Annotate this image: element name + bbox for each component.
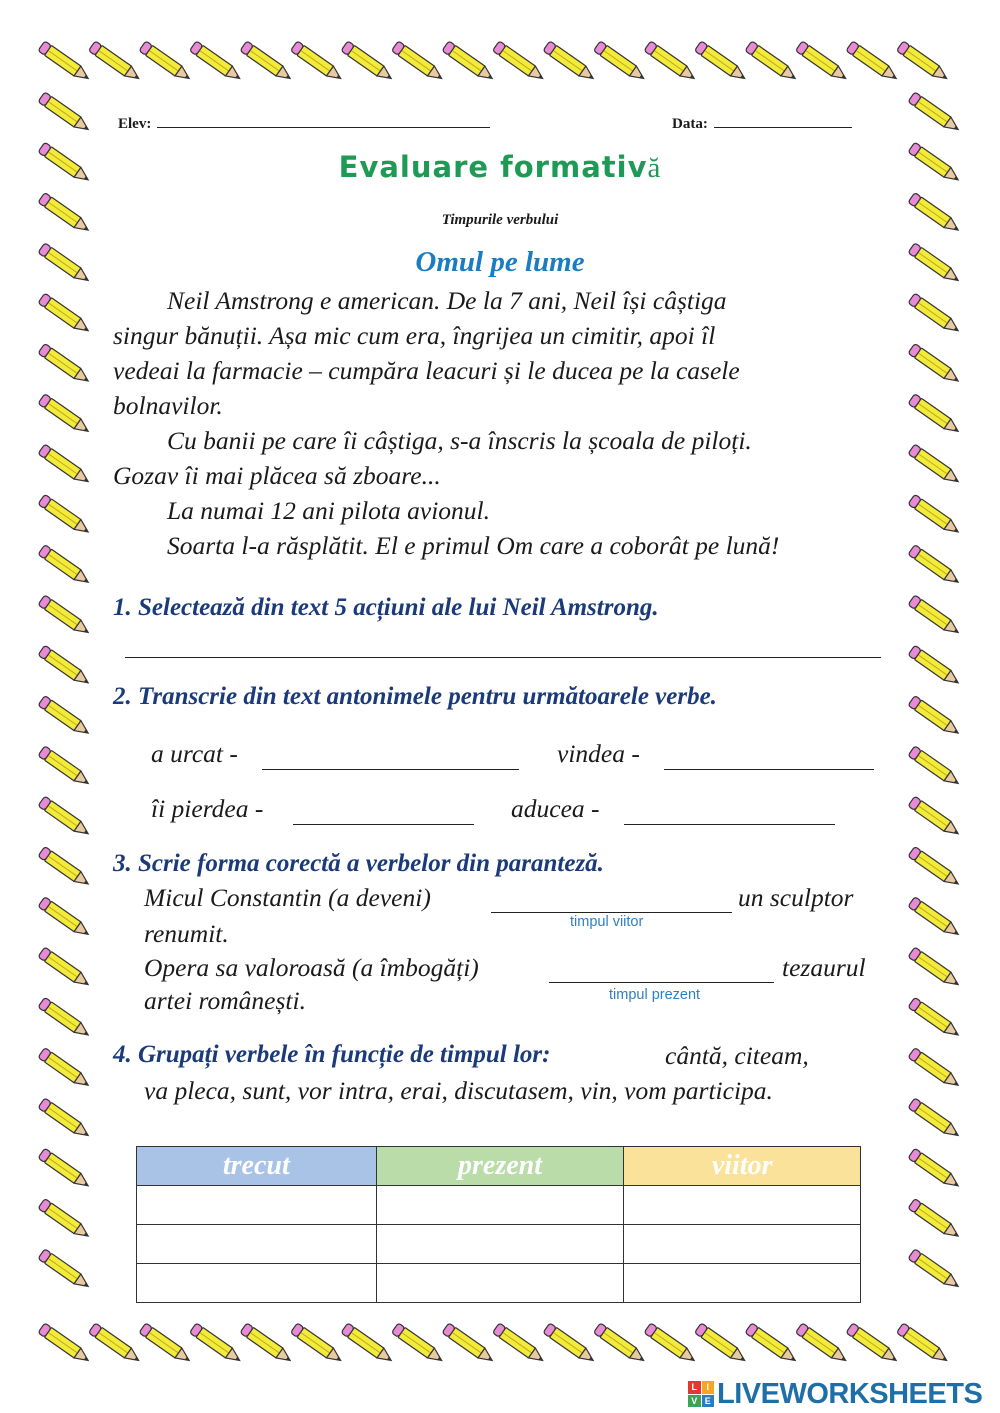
question-4: 4. Grupați verbele în funcție de timpul lor: bbox=[113, 1041, 551, 1068]
pencil-icon bbox=[908, 746, 962, 789]
pencil-icon bbox=[38, 293, 92, 336]
pencil-icon bbox=[908, 1098, 962, 1141]
pencil-icon bbox=[189, 1323, 243, 1366]
story-line: Neil Amstrong e american. De la 7 ani, Neil își câștiga bbox=[167, 286, 727, 315]
pencil-icon bbox=[908, 92, 962, 135]
antonym-label: vindea - bbox=[557, 739, 640, 768]
table-cell[interactable] bbox=[376, 1186, 624, 1225]
pencil-icon bbox=[795, 1323, 849, 1366]
pencil-icon bbox=[908, 796, 962, 839]
table-header-row bbox=[137, 1147, 861, 1186]
answer-line-urcat[interactable] bbox=[262, 769, 519, 770]
pencil-icon bbox=[38, 746, 92, 789]
story-line: singur bănuții. Așa mic cum era, îngrijea un cimitir, apoi îl bbox=[113, 321, 716, 350]
pencil-icon bbox=[38, 92, 92, 135]
student-name-line[interactable] bbox=[157, 127, 490, 128]
date-line[interactable] bbox=[714, 127, 852, 128]
logo-icon-letter: L bbox=[688, 1381, 701, 1394]
pencil-icon bbox=[908, 293, 962, 336]
date-field bbox=[672, 116, 852, 133]
pencil-icon bbox=[492, 1323, 546, 1366]
pencil-icon bbox=[593, 41, 647, 84]
pencil-icon bbox=[38, 997, 92, 1040]
table-cell[interactable] bbox=[376, 1225, 624, 1264]
verbs-list-a: cântă, citeam, bbox=[665, 1041, 809, 1070]
table-cell[interactable] bbox=[624, 1225, 861, 1264]
pencil-icon bbox=[139, 41, 193, 84]
liveworksheets-logo-text: LIVEWORKSHEETS bbox=[717, 1377, 983, 1410]
pencil-icon bbox=[38, 947, 92, 990]
verb-table bbox=[136, 1146, 861, 1303]
story-line: vedeai la farmacie – cumpăra leacuri și le ducea pe la casele bbox=[113, 356, 740, 385]
sentence-2-start: Opera sa valoroasă (a îmbogăți) bbox=[144, 953, 479, 982]
table-cell[interactable] bbox=[137, 1186, 377, 1225]
answer-line-pierdea[interactable] bbox=[293, 824, 474, 825]
logo-icon-letter: V bbox=[688, 1395, 701, 1408]
header-prezent: prezent bbox=[376, 1147, 624, 1186]
pencil-icon bbox=[908, 444, 962, 487]
pencil-icon bbox=[896, 1323, 950, 1366]
liveworksheets-logo bbox=[688, 1378, 982, 1410]
question-3: 3. Scrie forma corectă a verbelor din paranteză. bbox=[113, 850, 604, 877]
sentence-1-start: Micul Constantin (a deveni) bbox=[144, 883, 431, 912]
pencil-icon bbox=[908, 343, 962, 386]
pencil-icon bbox=[341, 1323, 395, 1366]
table-row bbox=[137, 1264, 861, 1303]
pencil-icon bbox=[908, 1148, 962, 1191]
page-subtitle: Timpurile verbului bbox=[441, 212, 559, 228]
liveworksheets-logo-icon bbox=[688, 1381, 714, 1407]
pencil-icon bbox=[543, 1323, 597, 1366]
hint-future: timpul viitor bbox=[570, 914, 644, 930]
pencil-icon bbox=[38, 1148, 92, 1191]
pencil-icon bbox=[38, 897, 92, 940]
student-name-field bbox=[118, 116, 490, 133]
pencil-icon bbox=[240, 41, 294, 84]
pencil-icon bbox=[391, 1323, 445, 1366]
pencil-icon bbox=[908, 695, 962, 738]
table-cell[interactable] bbox=[624, 1264, 861, 1303]
pencil-icon bbox=[908, 645, 962, 688]
pencil-icon bbox=[38, 545, 92, 588]
pencil-icon bbox=[38, 1098, 92, 1141]
pencil-icon bbox=[38, 444, 92, 487]
pencil-icon bbox=[908, 394, 962, 437]
logo-icon-letter: E bbox=[702, 1395, 715, 1408]
pencil-icon bbox=[908, 997, 962, 1040]
date-label: Data: bbox=[672, 116, 708, 132]
sentence-1-cont: renumit. bbox=[144, 919, 229, 948]
pencil-icon bbox=[240, 1323, 294, 1366]
pencil-icon bbox=[38, 1048, 92, 1091]
answer-line-aducea[interactable] bbox=[624, 824, 835, 825]
pencil-icon bbox=[189, 41, 243, 84]
table-cell[interactable] bbox=[137, 1225, 377, 1264]
pencil-icon bbox=[88, 1323, 142, 1366]
pencil-icon bbox=[38, 695, 92, 738]
antonym-label: îi pierdea - bbox=[151, 794, 264, 823]
pencil-icon bbox=[38, 796, 92, 839]
pencil-icon bbox=[543, 41, 597, 84]
pencil-icon bbox=[795, 41, 849, 84]
question-2: 2. Transcrie din text antonimele pentru următoarele verbe. bbox=[113, 683, 717, 710]
pencil-icon bbox=[745, 1323, 799, 1366]
pencil-icon bbox=[908, 1249, 962, 1292]
verbs-list-b: va pleca, sunt, vor intra, erai, discutasem, vin, vom participa. bbox=[144, 1076, 773, 1105]
story-line: Cu banii pe care îi câștiga, s-a înscris la școala de piloți. bbox=[167, 426, 752, 455]
pencil-icon bbox=[745, 41, 799, 84]
pencil-icon bbox=[694, 1323, 748, 1366]
pencil-icon bbox=[908, 846, 962, 889]
table-cell[interactable] bbox=[376, 1264, 624, 1303]
pencil-icon bbox=[139, 1323, 193, 1366]
pencil-icon bbox=[38, 1198, 92, 1241]
pencil-icon bbox=[341, 41, 395, 84]
page-title-main: Evaluare formativ bbox=[338, 150, 648, 184]
pencil-icon bbox=[38, 343, 92, 386]
question-1: 1. Selectează din text 5 acțiuni ale lui Neil Amstrong. bbox=[113, 594, 659, 621]
story-line: bolnavilor. bbox=[113, 391, 223, 420]
logo-icon-letter: I bbox=[702, 1381, 715, 1394]
pencil-icon bbox=[38, 645, 92, 688]
pencil-icon bbox=[846, 1323, 900, 1366]
pencil-icon bbox=[908, 897, 962, 940]
table-row bbox=[137, 1186, 861, 1225]
pencil-icon bbox=[908, 1048, 962, 1091]
story-text bbox=[113, 283, 779, 563]
pencil-icon bbox=[908, 595, 962, 638]
table-row bbox=[137, 1225, 861, 1264]
table-cell[interactable] bbox=[137, 1264, 377, 1303]
pencil-icon bbox=[442, 41, 496, 84]
pencil-icon bbox=[38, 41, 92, 84]
pencil-icon bbox=[492, 41, 546, 84]
pencil-icon bbox=[290, 1323, 344, 1366]
student-label: Elev: bbox=[118, 116, 152, 132]
pencil-icon bbox=[908, 947, 962, 990]
pencil-icon bbox=[644, 41, 698, 84]
sentence-1-end: un sculptor bbox=[738, 883, 854, 912]
sentence-2-cont: artei românești. bbox=[144, 986, 306, 1015]
table-cell[interactable] bbox=[624, 1186, 861, 1225]
pencil-icon bbox=[694, 41, 748, 84]
header-trecut: trecut bbox=[137, 1147, 377, 1186]
pencil-icon bbox=[290, 41, 344, 84]
antonym-label: a urcat - bbox=[151, 739, 238, 768]
pencil-icon bbox=[38, 394, 92, 437]
antonym-label: aducea - bbox=[511, 794, 600, 823]
pencil-icon bbox=[644, 1323, 698, 1366]
pencil-icon bbox=[38, 494, 92, 537]
answer-line-vindea[interactable] bbox=[664, 769, 874, 770]
story-line: Gozav îi mai plăcea să zboare... bbox=[113, 461, 441, 490]
page-title bbox=[0, 150, 1000, 185]
pencil-icon bbox=[908, 1198, 962, 1241]
pencil-icon bbox=[38, 1249, 92, 1292]
answer-line-q1[interactable] bbox=[125, 657, 881, 658]
pencil-icon bbox=[908, 494, 962, 537]
pencil-icon bbox=[38, 846, 92, 889]
pencil-icon bbox=[88, 41, 142, 84]
pencil-icon bbox=[908, 545, 962, 588]
hint-present: timpul prezent bbox=[609, 987, 701, 1003]
pencil-icon bbox=[391, 41, 445, 84]
pencil-icon bbox=[846, 41, 900, 84]
pencil-icon bbox=[38, 595, 92, 638]
answer-line-imbogati[interactable] bbox=[549, 982, 774, 983]
answer-line-deveni[interactable] bbox=[491, 912, 732, 913]
story-title: Omul pe lume bbox=[415, 246, 585, 278]
page-title-last-char: ă bbox=[647, 152, 662, 184]
pencil-icon bbox=[442, 1323, 496, 1366]
pencil-icon bbox=[593, 1323, 647, 1366]
pencil-icon bbox=[38, 1323, 92, 1366]
sentence-2-end: tezaurul bbox=[782, 953, 866, 982]
story-line: Soarta l-a răsplătit. El e primul Om care a coborât pe lună! bbox=[167, 531, 780, 560]
story-line: La numai 12 ani pilota avionul. bbox=[167, 496, 491, 525]
header-viitor: viitor bbox=[624, 1147, 861, 1186]
pencil-icon bbox=[896, 41, 950, 84]
